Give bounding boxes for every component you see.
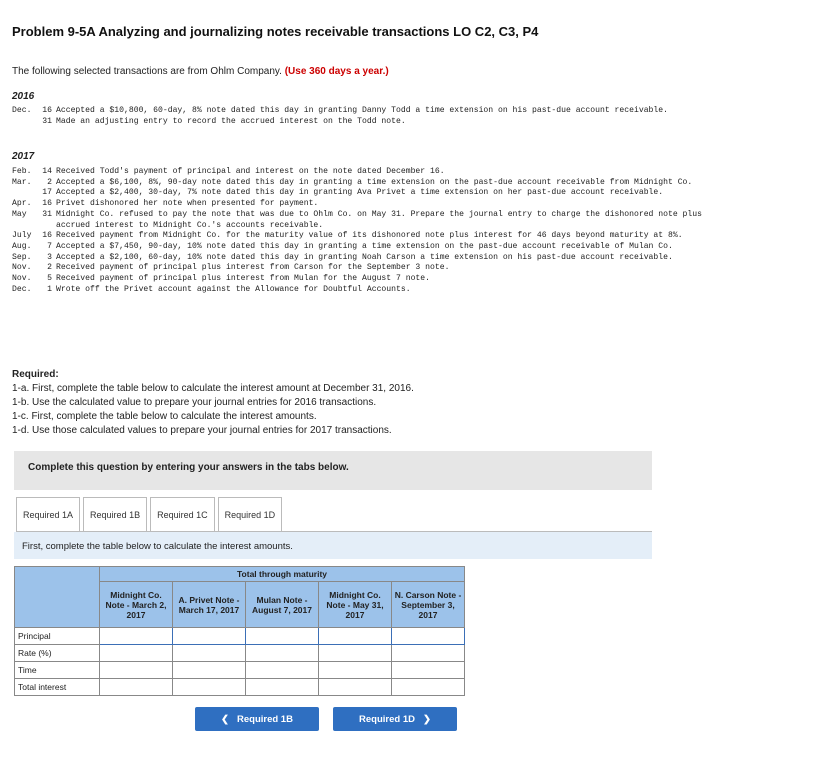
transaction-day: 31 — [42, 209, 52, 219]
transaction-day: 16 — [42, 231, 52, 241]
principal-input[interactable] — [100, 628, 172, 644]
total-interest-input[interactable] — [246, 679, 318, 695]
transaction-month: Nov. — [12, 263, 32, 273]
transaction-row — [12, 210, 732, 231]
row-label-total-interest: Total interest — [15, 679, 100, 696]
table-row — [15, 662, 465, 679]
required-item: 1-d. Use those calculated values to prepare your journal entries for 2017 transactions. — [12, 425, 392, 436]
transaction-month: Apr. — [12, 199, 32, 209]
next-tab-label: Required 1D — [359, 713, 415, 725]
transaction-day: 1 — [47, 284, 52, 294]
transaction-day: 31 — [42, 116, 52, 126]
transaction-row — [12, 178, 732, 189]
transaction-text: Made an adjusting entry to record the accrued interest on the Todd note. — [56, 116, 406, 126]
transaction-day: 2 — [47, 177, 52, 187]
transaction-month: Sep. — [12, 252, 32, 262]
transaction-row — [12, 231, 732, 242]
rate-input[interactable] — [319, 645, 391, 661]
required-item: 1-c. First, complete the table below to calculate the interest amounts. — [12, 411, 317, 422]
transaction-text: Accepted a $7,450, 90-day, 10% note dated this day in granting a time extension on the past-due account receivable of Mulan Co. — [56, 241, 673, 251]
column-header: Mulan Note - August 7, 2017 — [246, 582, 319, 628]
time-input[interactable] — [246, 662, 318, 678]
tab-required-1a[interactable]: Required 1A — [16, 497, 80, 532]
rate-input[interactable] — [100, 645, 172, 661]
transaction-month: Aug. — [12, 241, 32, 251]
transaction-text: Received payment of principal plus interest from Mulan for the August 7 note. — [56, 274, 430, 284]
transaction-month: Mar. — [12, 177, 32, 187]
transaction-row — [12, 253, 732, 264]
required-item: 1-a. First, complete the table below to calculate the interest amount at December 31, 2016. — [12, 383, 414, 394]
transaction-row — [12, 117, 732, 128]
transaction-day: 16 — [42, 106, 52, 115]
transaction-row — [12, 242, 732, 253]
column-header: A. Privet Note - March 17, 2017 — [173, 582, 246, 628]
required-section — [12, 368, 414, 438]
transaction-row — [12, 263, 732, 274]
transaction-day: 17 — [42, 188, 52, 198]
transaction-month: Nov. — [12, 274, 32, 284]
rate-input[interactable] — [246, 645, 318, 661]
time-input[interactable] — [319, 662, 391, 678]
transaction-month: July — [12, 231, 32, 241]
column-header: N. Carson Note - September 3, 2017 — [392, 582, 465, 628]
transaction-day: 16 — [42, 199, 52, 209]
column-header: Midnight Co. Note - May 31, 2017 — [319, 582, 392, 628]
next-tab-button[interactable] — [333, 707, 457, 731]
year-2017-label: 2017 — [12, 151, 35, 162]
chevron-right-icon: ❯ — [423, 713, 431, 725]
time-input[interactable] — [100, 662, 172, 678]
transaction-row — [12, 106, 732, 117]
row-label-time: Time — [15, 662, 100, 679]
table-row — [15, 679, 465, 696]
tab-required-1d[interactable]: Required 1D — [218, 497, 283, 532]
table-row — [15, 645, 465, 662]
transaction-day: 7 — [47, 241, 52, 251]
transaction-text: Privet dishonored her note when presented for payment. — [56, 199, 319, 209]
transactions-2017 — [12, 167, 732, 295]
rate-input[interactable] — [173, 645, 245, 661]
transaction-text: Accepted a $6,100, 8%, 90-day note dated this day in granting a time extension on the past-due account receivable from Midnight Co. — [56, 177, 693, 187]
interest-table — [14, 566, 465, 696]
transaction-day: 2 — [47, 263, 52, 273]
principal-input[interactable] — [173, 628, 245, 644]
principal-input[interactable] — [246, 628, 318, 644]
transaction-row — [12, 285, 732, 296]
total-interest-input[interactable] — [319, 679, 391, 695]
blank-header — [15, 567, 100, 628]
total-interest-input[interactable] — [173, 679, 245, 695]
transaction-text: Accepted a $10,800, 60-day, 8% note dated this day in granting Danny Todd a time extension on his past-due account receivable. — [56, 106, 668, 115]
time-input[interactable] — [173, 662, 245, 678]
principal-input[interactable] — [392, 628, 464, 644]
transaction-text: Received Todd's payment of principal and interest on the note dated December 16. — [56, 167, 445, 176]
tab-required-1c[interactable]: Required 1C — [150, 497, 215, 532]
transaction-text: Wrote off the Privet account against the Allowance for Doubtful Accounts. — [56, 284, 411, 294]
column-header: Midnight Co. Note - March 2, 2017 — [100, 582, 173, 628]
transaction-month: Dec. — [12, 106, 32, 115]
transaction-text: Received payment from Midnight Co. for the maturity value of its dishonored note plus interest for 46 days beyond maturity at 8%. — [56, 231, 683, 241]
transaction-month: Feb. — [12, 167, 32, 176]
transaction-month — [12, 188, 40, 199]
time-input[interactable] — [392, 662, 464, 678]
page-title: Problem 9-5A Analyzing and journalizing notes receivable transactions LO C2, C3, P4 — [12, 24, 539, 39]
transaction-day: 5 — [47, 274, 52, 284]
tab-instruction: First, complete the table below to calculate the interest amounts. — [14, 532, 652, 559]
prev-tab-label: Required 1B — [237, 713, 293, 725]
group-header: Total through maturity — [100, 567, 465, 582]
principal-input[interactable] — [319, 628, 391, 644]
transaction-row — [12, 199, 732, 210]
required-heading: Required: — [12, 369, 59, 380]
transaction-row — [12, 167, 732, 178]
intro-sentence: The following selected transactions are from Ohlm Company. — [12, 66, 282, 77]
transactions-2016 — [12, 106, 732, 127]
transaction-row — [12, 188, 732, 199]
tab-bar — [16, 497, 282, 532]
transaction-text: Midnight Co. refused to pay the note that was due to Ohlm Co. on May 31. Prepare the journal entry to charge the dishonored note plus accrued interest to Midnight Co.'s accounts receivable. — [56, 209, 702, 230]
transaction-month: May — [12, 209, 27, 219]
intro-text — [12, 66, 389, 77]
transaction-row — [12, 274, 732, 285]
row-label-principal: Principal — [15, 628, 100, 645]
transaction-text: Accepted a $2,100, 60-day, 10% note dated this day in granting Noah Carson a time extension on his past-due account receivable. — [56, 252, 673, 262]
transaction-month — [12, 117, 40, 128]
transaction-day: 14 — [42, 167, 52, 176]
total-interest-input[interactable] — [100, 679, 172, 695]
tab-required-1b[interactable]: Required 1B — [83, 497, 147, 532]
table-row — [15, 628, 465, 645]
required-item: 1-b. Use the calculated value to prepare your journal entries for 2016 transactions. — [12, 397, 377, 408]
row-label-rate: Rate (%) — [15, 645, 100, 662]
year-2016-label: 2016 — [12, 91, 35, 102]
transaction-day: 3 — [47, 252, 52, 262]
instructions-banner: Complete this question by entering your answers in the tabs below. — [14, 451, 652, 490]
transaction-month: Dec. — [12, 284, 32, 294]
transaction-text: Accepted a $2,400, 30-day, 7% note dated this day in granting Ava Privet a time extension on her past-due account receivable. — [56, 188, 664, 198]
intro-note: (Use 360 days a year.) — [284, 66, 389, 77]
rate-input[interactable] — [392, 645, 464, 661]
total-interest-input[interactable] — [392, 679, 464, 695]
transaction-text: Received payment of principal plus interest from Carson for the September 3 note. — [56, 263, 450, 273]
chevron-left-icon: ❮ — [221, 713, 229, 725]
prev-tab-button[interactable] — [195, 707, 319, 731]
